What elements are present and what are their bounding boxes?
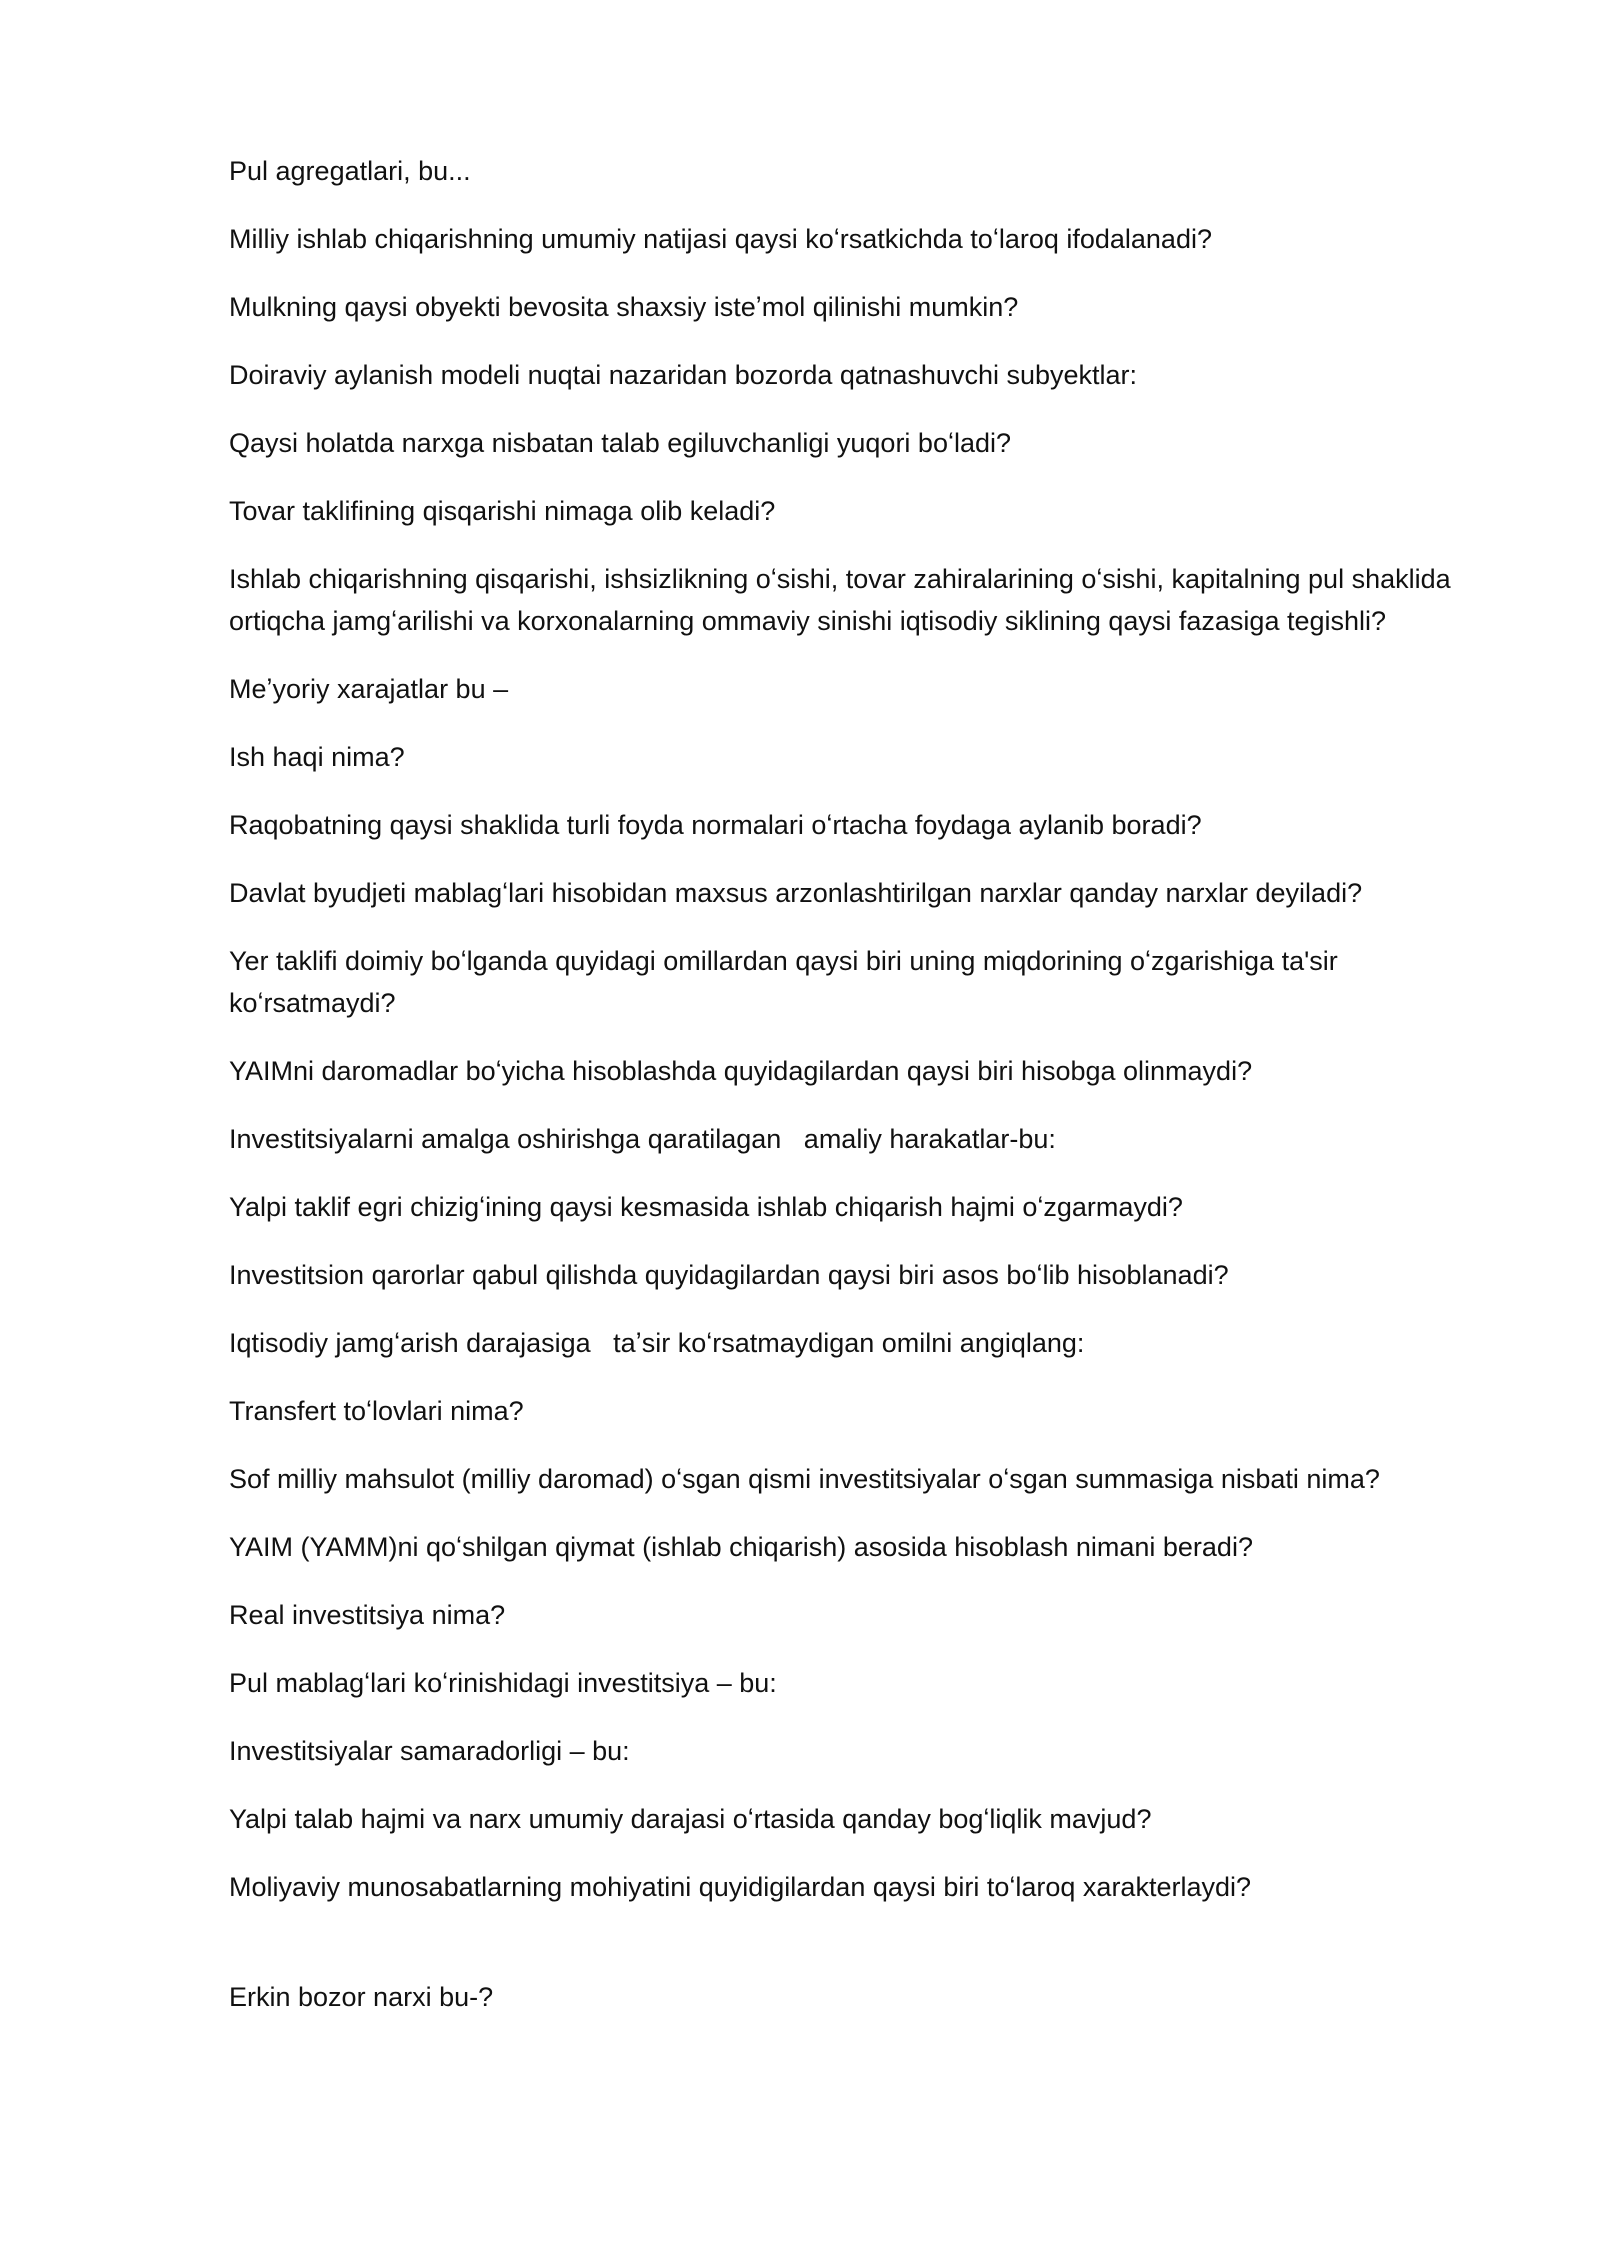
question-paragraph-19: Sof milliy mahsulot (milliy daromad) oʻsgan qismi investitsiyalar oʻsgan summasiga nisbati nima? xyxy=(229,1464,1380,1494)
question-paragraph-11: Davlat byudjeti mablagʻlari hisobidan maxsus arzonlashtirilgan narxlar qanday narxlar deyiladi? xyxy=(229,878,1363,908)
question-paragraph-12: Yer taklifi doimiy boʻlganda quyidagi omillardan qaysi biri uning miqdorining oʻzgarishiga ta'sir koʻrsatmaydi? xyxy=(229,946,1346,1018)
question-paragraph-3: Mulkning qaysi obyekti bevosita shaxsiy isteʼmol qilinishi mumkin? xyxy=(229,292,1019,322)
question-paragraph-16: Investitsion qarorlar qabul qilishda quyidagilardan qaysi biri asos boʻlib hisoblanadi? xyxy=(229,1260,1229,1290)
question-paragraph-23: Investitsiyalar samaradorligi – bu: xyxy=(229,1736,630,1766)
question-paragraph-21: Real investitsiya nima? xyxy=(229,1600,506,1630)
document-body xyxy=(229,150,1479,2044)
question-paragraph-6: Tovar taklifining qisqarishi nimaga olib keladi? xyxy=(229,496,776,526)
question-paragraph-5: Qaysi holatda narxga nisbatan talab egiluvchanligi yuqori boʻladi? xyxy=(229,428,1012,458)
question-paragraph-8: Meʼyoriy xarajatlar bu – xyxy=(229,674,509,704)
question-paragraph-20: YAIM (YAMM)ni qoʻshilgan qiymat (ishlab chiqarish) asosida hisoblash nimani beradi? xyxy=(229,1532,1253,1562)
question-paragraph-13: YAIMni daromadlar boʻyicha hisoblashda quyidagilardan qaysi biri hisobga olinmaydi? xyxy=(229,1056,1253,1086)
question-paragraph-22: Pul mablagʻlari koʻrinishidagi investitsiya – bu: xyxy=(229,1668,777,1698)
question-paragraph-1: Pul agregatlari, bu... xyxy=(229,156,471,186)
question-paragraph-25: Moliyaviy munosabatlarning mohiyatini quyidigilardan qaysi biri toʻlaroq xarakterlaydi? xyxy=(229,1872,1252,1902)
question-paragraph-9: Ish haqi nima? xyxy=(229,742,405,772)
question-paragraph-7: Ishlab chiqarishning qisqarishi, ishsizlikning oʻsishi, tovar zahiralarining oʻsishi, kapitalning pul shaklida ortiqcha jamgʻarilishi va korxonalarning ommaviy sinishi iqtisodiy siklining qaysi fazasiga tegishli? xyxy=(229,564,1459,636)
question-paragraph-14: Investitsiyalarni amalga oshirishga qaratilagan amaliy harakatlar-bu: xyxy=(229,1124,1056,1154)
question-paragraph-2: Milliy ishlab chiqarishning umumiy natijasi qaysi koʻrsatkichda toʻlaroq ifodalanadi? xyxy=(229,224,1212,254)
question-paragraph-4: Doiraviy aylanish modeli nuqtai nazaridan bozorda qatnashuvchi subyektlar: xyxy=(229,360,1138,390)
question-paragraph-10: Raqobatning qaysi shaklida turli foyda normalari oʻrtacha foydaga aylanib boradi? xyxy=(229,810,1202,840)
question-paragraph-24: Yalpi talab hajmi va narx umumiy darajasi oʻrtasida qanday bogʻliqlik mavjud? xyxy=(229,1804,1152,1834)
question-paragraph-15: Yalpi taklif egri chizigʻining qaysi kesmasida ishlab chiqarish hajmi oʻzgarmaydi? xyxy=(229,1192,1183,1222)
question-paragraph-26: Erkin bozor narxi bu-? xyxy=(229,1982,494,2012)
question-paragraph-17: Iqtisodiy jamgʻarish darajasiga taʼsir koʻrsatmaydigan omilni angiqlang: xyxy=(229,1328,1085,1358)
question-paragraph-18: Transfert toʻlovlari nima? xyxy=(229,1396,524,1426)
